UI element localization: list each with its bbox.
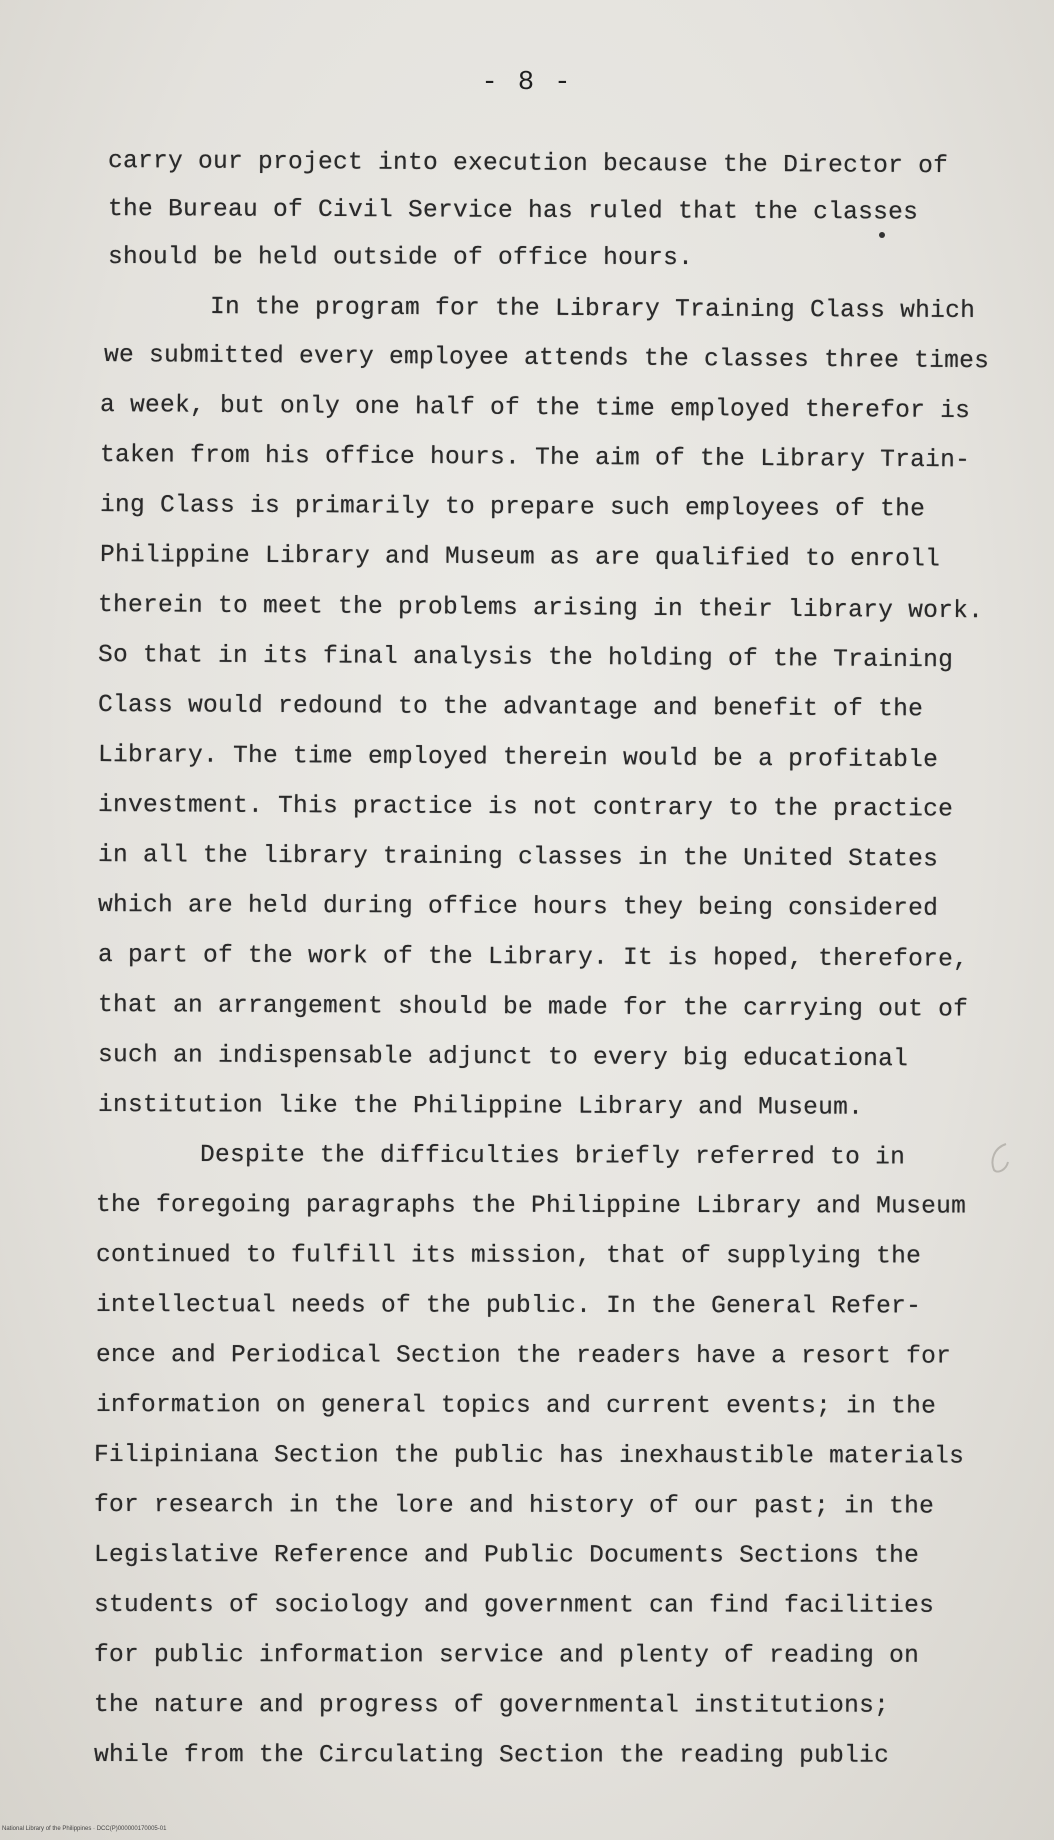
text-line: investment. This practice is not contrary to the practice	[97, 792, 954, 824]
text-line: Despite the difficulties briefly referred to in	[199, 1142, 906, 1172]
text-line: ing Class is primarily to prepare such employees of the	[99, 492, 926, 524]
text-line: intellectual needs of the public. In the General Refer-	[95, 1292, 922, 1321]
text-line: in all the library training classes in the United States	[97, 842, 939, 874]
text-line: the nature and progress of governmental institutions;	[93, 1692, 890, 1720]
text-line: the foregoing paragraphs the Philippine Library and Museum	[95, 1192, 967, 1221]
text-line: which are held during office hours they being considered	[97, 892, 939, 923]
text-line: the Bureau of Civil Service has ruled that the classes	[107, 196, 919, 227]
text-line: carry our project into execution because the Director of	[107, 148, 949, 181]
text-line: continued to fulfill its mission, that of supplying the	[95, 1242, 922, 1271]
pencil-annotation-mark	[984, 1140, 1014, 1176]
text-line: Class would redound to the advantage and benefit of the	[97, 692, 924, 724]
text-line: Legislative Reference and Public Documents Sections the	[93, 1542, 920, 1570]
text-line: In the program for the Library Training Class which	[209, 294, 976, 326]
ink-dot	[879, 232, 885, 238]
text-line: institution like the Philippine Library and Museum.	[97, 1092, 864, 1122]
text-line: should be held outside of office hours.	[107, 244, 694, 273]
text-line: Library. The time employed therein would be a profitable	[97, 742, 939, 775]
text-line: So that in its final analysis the holding of the Training	[97, 642, 954, 675]
text-line: ence and Periodical Section the readers have a resort for	[95, 1342, 952, 1371]
text-line: students of sociology and government can find facilities	[93, 1592, 935, 1620]
text-line: for public information service and plenty of reading on	[93, 1642, 920, 1670]
text-line: Filipiniana Section the public has inexhaustible materials	[93, 1442, 965, 1471]
text-line: therein to meet the problems arising in their library work.	[97, 592, 984, 626]
page-number: - 8 -	[481, 68, 573, 98]
text-line: we submitted every employee attends the classes three times	[103, 342, 990, 376]
text-line: information on general topics and current events; in the	[95, 1392, 937, 1421]
text-line: for research in the lore and history of our past; in the	[93, 1492, 935, 1521]
text-line: taken from his office hours. The aim of the Library Train-	[99, 442, 971, 475]
text-line: Philippine Library and Museum as are qualified to enroll	[99, 542, 941, 574]
text-line: a week, but only one half of the time employed therefor is	[99, 392, 971, 426]
text-line: a part of the work of the Library. It is hoped, therefore,	[97, 942, 969, 974]
archive-footer-note: National Library of the Philippines · DCC(P)000000170005-01	[2, 1826, 167, 1832]
text-line: such an indispensable adjunct to every big educational	[97, 1042, 909, 1074]
text-line: while from the Circulating Section the reading public	[93, 1742, 890, 1770]
text-line: that an arrangement should be made for the carrying out of	[97, 992, 969, 1024]
